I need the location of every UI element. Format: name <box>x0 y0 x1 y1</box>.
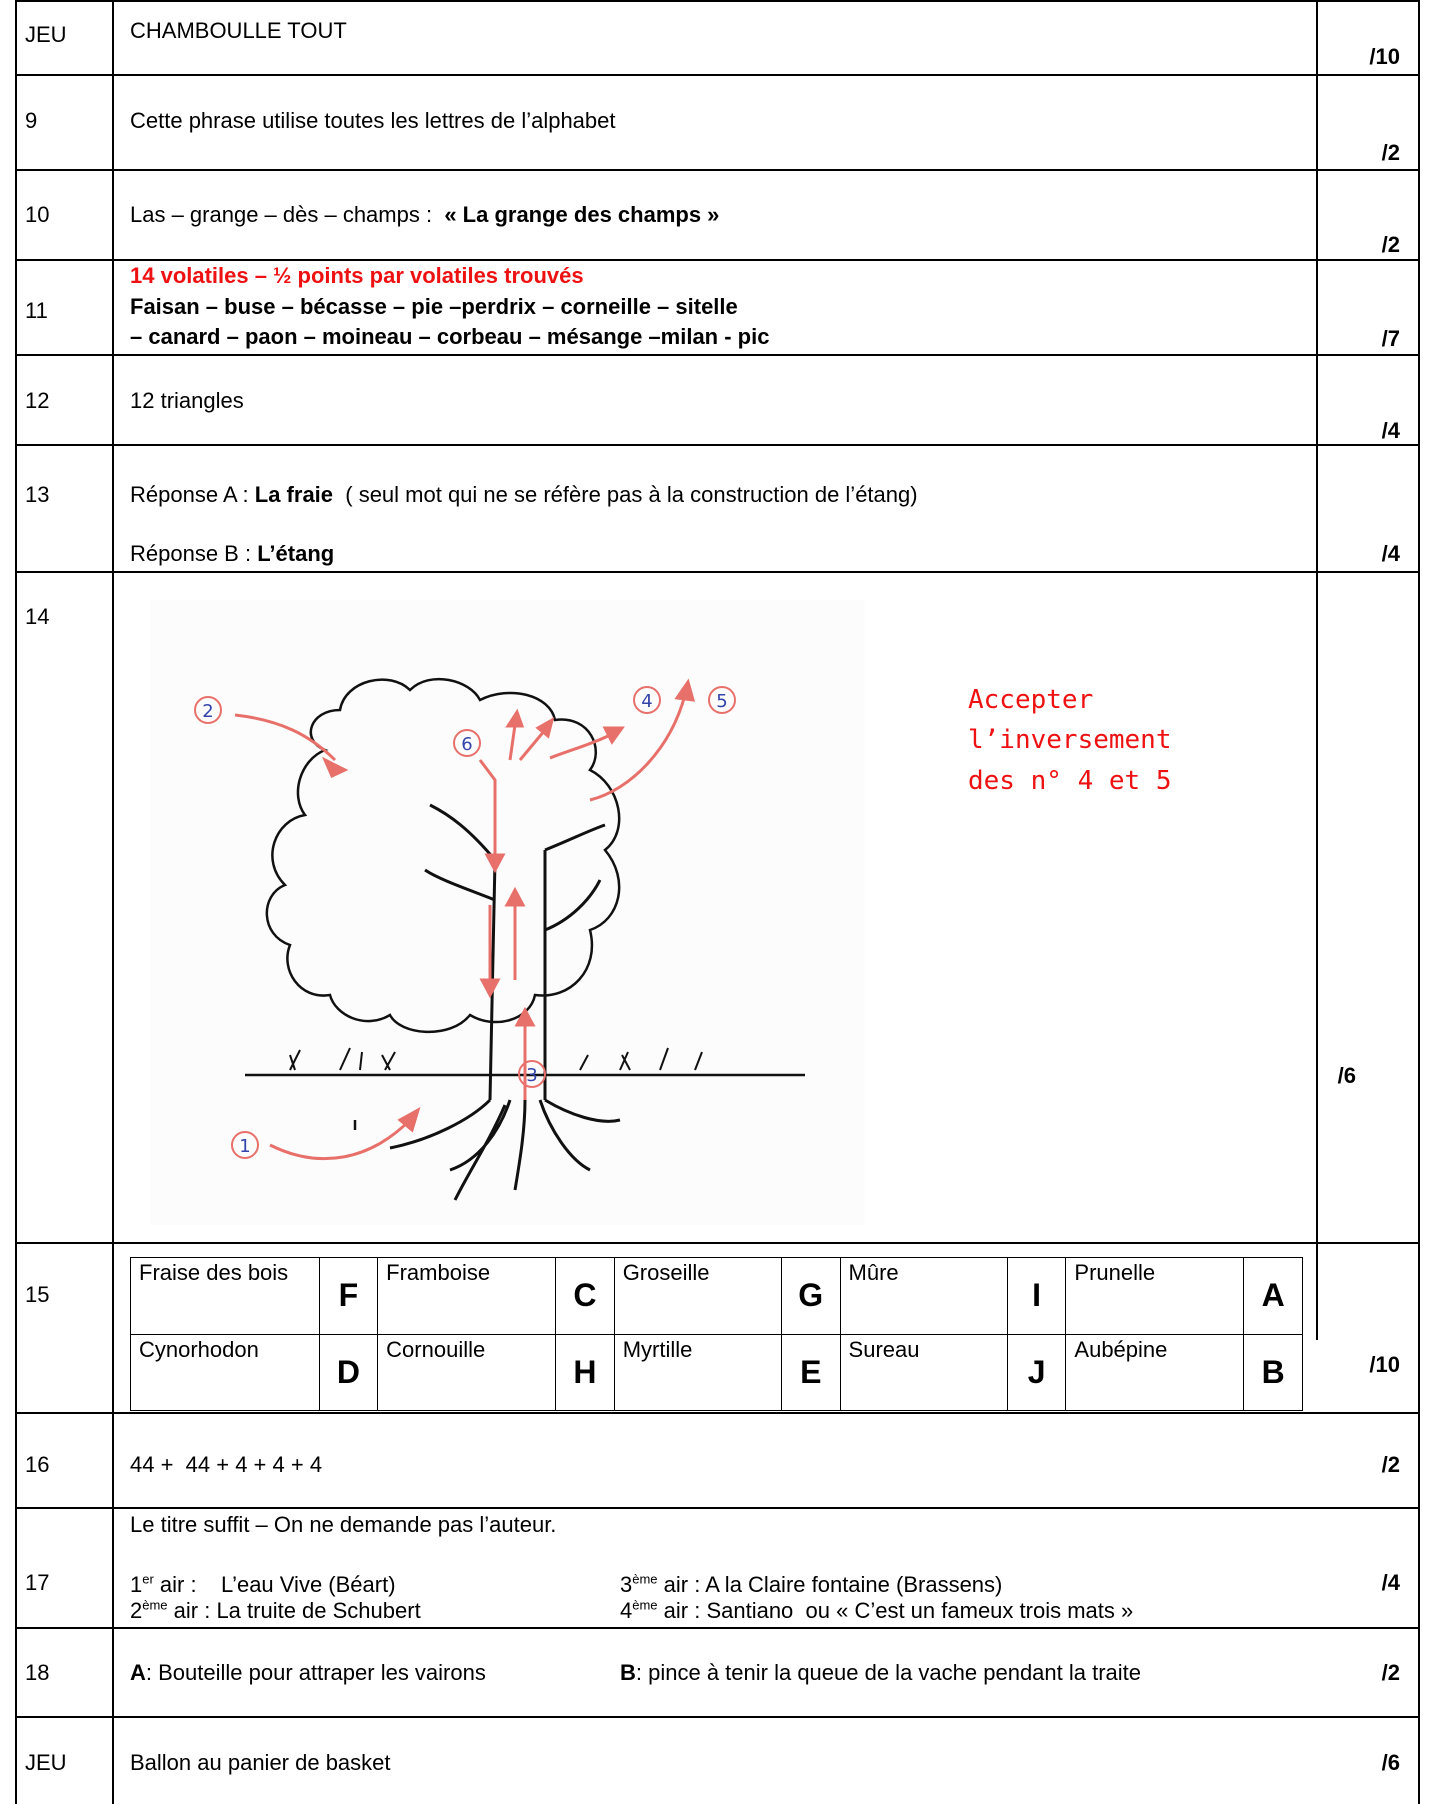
border-right <box>1418 0 1420 1804</box>
air-line: 3ème air : A la Claire fontaine (Brassens) <box>620 1571 1003 1597</box>
answer-a <box>130 1660 486 1685</box>
marker-6: 6 <box>461 734 473 755</box>
marker-3: 3 <box>526 1065 538 1086</box>
fruit-letter: A <box>1244 1258 1303 1335</box>
answer-b-prefix: Réponse B : <box>130 541 258 566</box>
bird-list-line: Faisan – buse – bécasse – pie –perdrix – corneille – sitelle <box>130 294 738 319</box>
answer-a-label: A <box>130 1660 146 1685</box>
score: /7 <box>1381 326 1400 351</box>
answer-b-label: B <box>620 1660 636 1685</box>
border-top <box>15 0 1419 2</box>
answer-bold: « La grange des champs » <box>444 202 720 227</box>
fruit-letter: I <box>1007 1258 1066 1335</box>
score: /4 <box>1381 541 1400 566</box>
fruit-name: Sureau <box>840 1334 1007 1411</box>
row-divider <box>15 1627 1419 1629</box>
answer-text: 12 triangles <box>130 388 244 413</box>
row-number: 13 <box>25 482 50 507</box>
marker-4: 4 <box>641 691 653 712</box>
fruit-letter: C <box>556 1258 615 1335</box>
fruit-letter: E <box>781 1334 840 1411</box>
row-divider <box>15 1507 1419 1509</box>
bird-count-note: 14 volatiles – ½ points par volatiles trouvés <box>130 263 584 288</box>
row-divider <box>15 1716 1419 1718</box>
row-number: 17 <box>25 1570 50 1595</box>
answer-a-prefix: Réponse A : <box>130 482 255 507</box>
fruit-letter: D <box>319 1334 378 1411</box>
answer-text: Cette phrase utilise toutes les lettres de l’alphabet <box>130 108 616 133</box>
air-line: 2ème air : La truite de Schubert <box>130 1597 421 1623</box>
intro-text: Le titre suffit – On ne demande pas l’auteur. <box>130 1512 557 1537</box>
row-divider <box>15 354 1419 356</box>
fruit-letter: G <box>781 1258 840 1335</box>
answer-text <box>130 202 719 227</box>
row-number: 12 <box>25 388 50 413</box>
row-number: JEU <box>25 22 67 47</box>
tree-roots <box>390 1100 620 1200</box>
score: /2 <box>1381 1660 1400 1685</box>
score: /6 <box>1381 1750 1400 1775</box>
score: /2 <box>1381 1452 1400 1477</box>
row-divider <box>15 169 1419 171</box>
inversion-note <box>968 680 1172 801</box>
row-divider <box>15 74 1419 76</box>
fruit-name: Aubépine <box>1066 1334 1244 1411</box>
fruit-letter: J <box>1007 1334 1066 1411</box>
fruit-letter: B <box>1244 1334 1303 1411</box>
answer-prefix: Las – grange – dès – champs : <box>130 202 445 227</box>
bird-list-line: – canard – paon – moineau – corbeau – mésange –milan - pic <box>130 324 770 349</box>
fruit-name: Mûre <box>840 1258 1007 1335</box>
row-divider <box>15 1412 1419 1414</box>
answer-a-bold: La fraie <box>254 482 334 507</box>
row-number: 15 <box>25 1282 50 1307</box>
fruit-name: Cynorhodon <box>131 1334 320 1411</box>
answer-a-text: : Bouteille pour attraper les vairons <box>145 1660 486 1685</box>
grass <box>290 1048 702 1070</box>
score: /6 <box>1337 1063 1356 1088</box>
answer-b <box>620 1660 1141 1685</box>
row-number: 18 <box>25 1660 50 1685</box>
row-number: 10 <box>25 202 50 227</box>
row-number: 11 <box>25 298 48 323</box>
score: /4 <box>1381 1570 1400 1595</box>
score: /10 <box>1369 44 1400 69</box>
marker-2: 2 <box>202 701 214 722</box>
table-row <box>131 1334 1303 1411</box>
score: /2 <box>1381 140 1400 165</box>
note-line: l’inversement <box>968 725 1172 756</box>
marker-1: 1 <box>239 1136 251 1157</box>
row-number: 16 <box>25 1452 50 1477</box>
row-divider <box>15 571 1419 573</box>
fruit-name: Prunelle <box>1066 1258 1244 1335</box>
col-divider-2 <box>1316 0 1318 1340</box>
fruit-matching-table <box>130 1257 1303 1411</box>
row-number: 9 <box>25 108 38 133</box>
fruit-name: Cornouille <box>378 1334 556 1411</box>
marker-5: 5 <box>716 691 728 712</box>
fruit-name: Groseille <box>614 1258 781 1335</box>
note-line: Accepter <box>968 685 1094 715</box>
air-line: 1er air : L’eau Vive (Béart) <box>130 1571 396 1597</box>
fruit-letter: F <box>319 1258 378 1335</box>
answer-a <box>130 482 918 507</box>
table-row <box>131 1258 1303 1335</box>
score: /10 <box>1369 1352 1400 1377</box>
fruit-letter: H <box>556 1334 615 1411</box>
air-line: 4ème air : Santiano ou « C’est un fameux trois mats » <box>620 1597 1134 1623</box>
fruit-name: Fraise des bois <box>131 1258 320 1335</box>
answer-b-text: : pince à tenir la queue de la vache pendant la traite <box>635 1660 1142 1685</box>
score: /2 <box>1381 232 1400 257</box>
tree-illustration <box>150 600 865 1225</box>
answer-b-bold: L’étang <box>257 541 335 566</box>
row-divider <box>15 444 1419 446</box>
answer-text: 44 + 44 + 4 + 4 + 4 <box>130 1452 323 1477</box>
game-title: CHAMBOULLE TOUT <box>130 18 347 43</box>
game-title: Ballon au panier de basket <box>130 1750 391 1775</box>
row-divider <box>15 1242 1419 1244</box>
border-left <box>15 0 17 1804</box>
score: /4 <box>1381 418 1400 443</box>
fruit-name: Framboise <box>378 1258 556 1335</box>
row-number: 14 <box>25 604 50 629</box>
note-line: des n° 4 et 5 <box>968 765 1172 796</box>
col-divider-1 <box>112 0 114 1804</box>
tree-drawing <box>150 600 865 1225</box>
row-number: JEU <box>25 1750 67 1775</box>
answer-a-suffix: ( seul mot qui ne se réfère pas à la construction de l’étang) <box>333 482 918 507</box>
fruit-name: Myrtille <box>614 1334 781 1411</box>
row-divider <box>15 259 1419 261</box>
answer-b <box>130 541 334 566</box>
